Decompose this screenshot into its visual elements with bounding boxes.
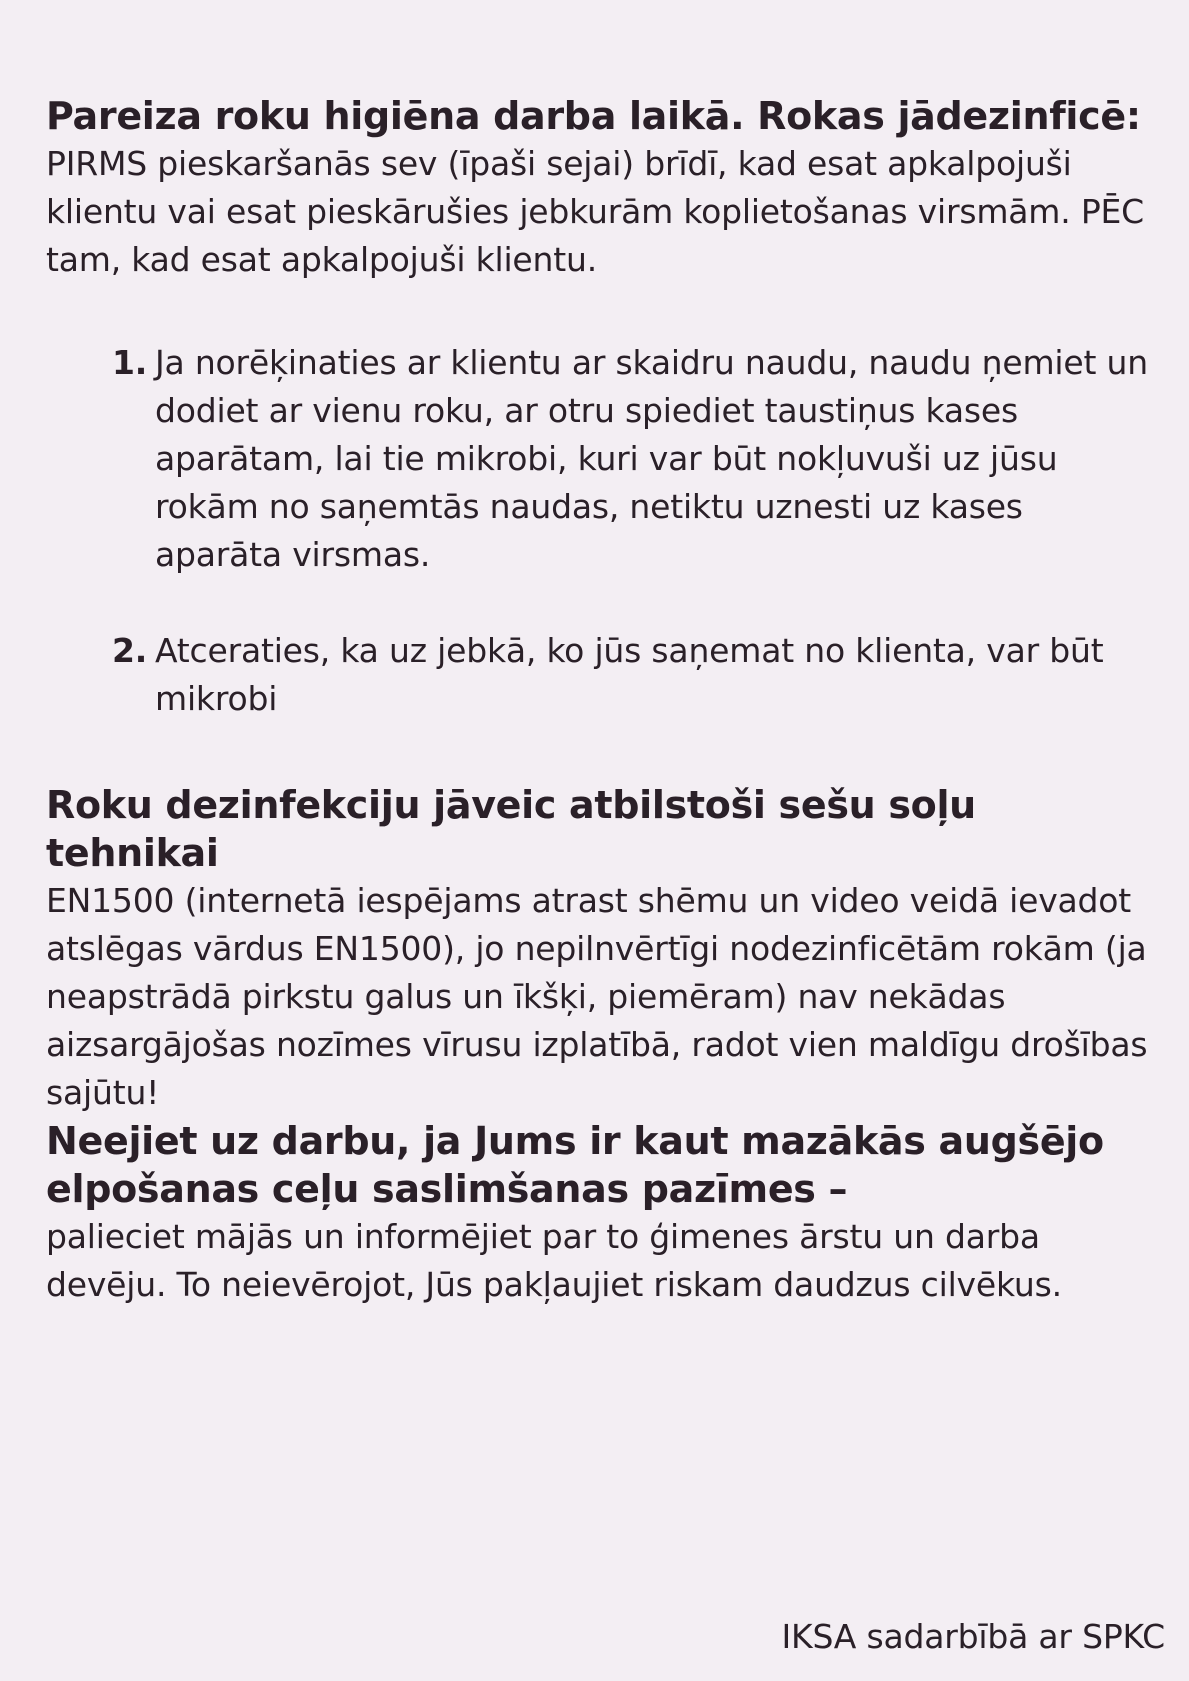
- cash-handling-list: [112, 339, 1152, 723]
- list-item: [112, 627, 1152, 723]
- hand-hygiene-section: [46, 92, 1156, 284]
- stay-home-heading: Neejiet uz darbu, ja Jums ir kaut mazākās augšējo elpošanas ceļu saslimšanas pazīmes –: [46, 1119, 1104, 1211]
- six-step-section: [46, 781, 1156, 1117]
- list-item-text: Ja norēķinaties ar klientu ar skaidru naudu, naudu ņemiet un dodiet ar vienu roku, ar otru spiediet taustiņus kases aparātam, lai tie mikrobi, kuri var būt nokļuvuši uz jūsu rokām no saņemtās naudas, netiktu uznesti uz kases aparāta virsmas.: [155, 343, 1148, 574]
- list-item-text: Atceraties, ka uz jebkā, ko jūs saņemat no klienta, var būt mikrobi: [155, 631, 1104, 718]
- footer-credit: IKSA sadarbībā ar SPKC: [781, 1617, 1165, 1656]
- list-item-number: 1.: [112, 343, 148, 382]
- six-step-heading: Roku dezinfekciju jāveic atbilstoši sešu soļu tehnikai: [46, 783, 976, 875]
- stay-home-section: [46, 1117, 1106, 1309]
- hand-hygiene-heading: Pareiza roku higiēna darba laikā. Rokas jādezinficē:: [46, 94, 1141, 138]
- hand-hygiene-body: PIRMS pieskaršanās sev (īpaši sejai) brīdī, kad esat apkalpojuši klientu vai esat pieskārušies jebkurām koplietošanas virsmām. PĒC tam, kad esat apkalpojuši klientu.: [46, 144, 1145, 279]
- list-item: [112, 339, 1152, 579]
- six-step-body: EN1500 (internetā iespējams atrast shēmu un video veidā ievadot atslēgas vārdus EN1500), jo nepilnvērtīgi nodezinficētām rokām (ja neapstrādā pirkstu galus un īkšķi, piemēram) nav nekādas aizsargājošas nozīmes vīrusu izplatībā, radot vien maldīgu drošības sajūtu!: [46, 881, 1148, 1112]
- list-item-number: 2.: [112, 631, 148, 670]
- stay-home-body: palieciet mājās un informējiet par to ģimenes ārstu un darba devēju. To neievērojot, Jūs pakļaujiet riskam daudzus cilvēkus.: [46, 1217, 1062, 1304]
